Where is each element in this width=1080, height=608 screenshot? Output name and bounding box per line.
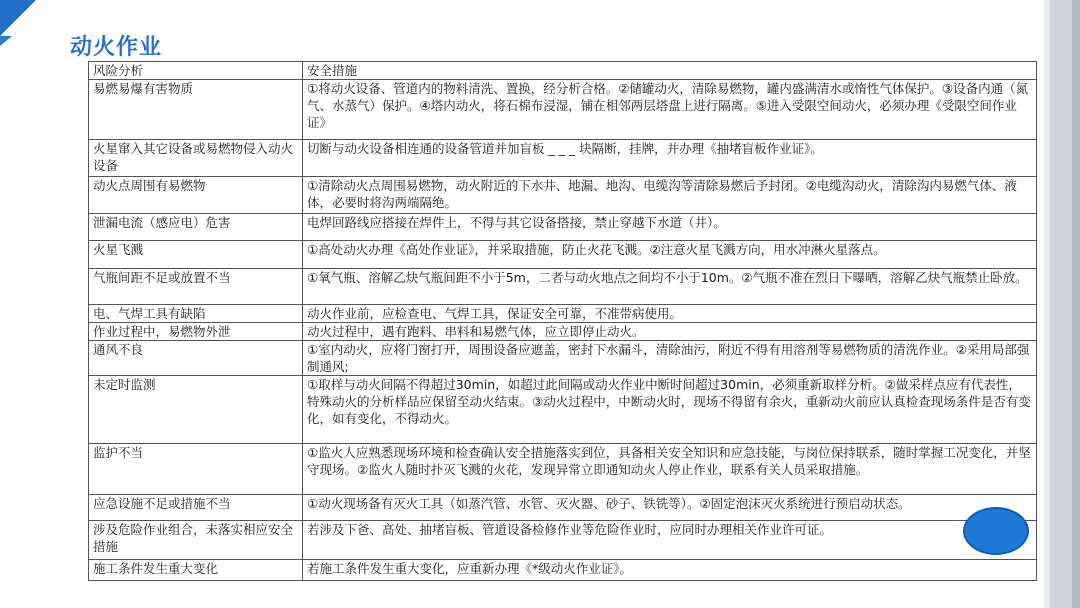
risk-cell: 泄漏电流（感应电）危害 xyxy=(89,214,303,241)
table-row xyxy=(89,341,1037,376)
table-row xyxy=(89,444,1037,495)
table-row xyxy=(89,177,1037,214)
risk-cell: 未定时监测 xyxy=(89,376,303,444)
panel-inner-edge xyxy=(1044,0,1050,608)
measure-cell: ①氧气瓶、溶解乙炔气瓶间距不小于5m，二者与动火地点之间均不小于10m。②气瓶不准在烈日下曝晒，溶解乙炔气瓶禁止卧放。 xyxy=(303,269,1037,305)
risk-cell: 火星窜入其它设备或易燃物侵入动火设备 xyxy=(89,140,303,177)
risk-cell: 应急设施不足或措施不当 xyxy=(89,495,303,521)
header-risk: 风险分析 xyxy=(89,62,303,80)
measure-cell: ①监火人应熟悉现场环境和检查确认安全措施落实到位，具备相关安全知识和应急技能，与岗位保持联系，随时掌握工况变化，并坚守现场。②监火人随时扑灭飞溅的火花，发现异常立即通知动火人停止作业，联系有关人员采取措施。 xyxy=(303,444,1037,495)
right-side-panel xyxy=(1044,0,1080,608)
measure-cell: 若涉及下爸、高处、抽堵盲板、管道设备检修作业等危险作业时，应同时办理相关作业许可证。 xyxy=(303,521,1037,560)
table-row xyxy=(89,495,1037,521)
measure-cell: ①高处动火办理《高处作业证》，并采取措施，防止火花飞溅。②注意火星飞溅方向，用水冲淋火星落点。 xyxy=(303,241,1037,269)
risk-cell: 电、气焊工具有缺陷 xyxy=(89,305,303,323)
table-header-row xyxy=(89,62,1037,80)
corner-accent-tail xyxy=(0,36,12,46)
measure-cell: 电焊回路线应搭接在焊件上，不得与其它设备搭接，禁止穿越下水道（井）。 xyxy=(303,214,1037,241)
measure-cell: 若施工条件发生重大变化，应重新办理《*级动火作业证》。 xyxy=(303,560,1037,581)
risk-cell: 作业过程中，易燃物外泄 xyxy=(89,323,303,341)
risk-cell: 涉及危险作业组合，未落实相应安全措施 xyxy=(89,521,303,560)
measure-cell: ①动火现场备有灭火工具（如蒸汽管、水管、灭火器、砂子、铁铣等）。②固定泡沫灭火系统进行预启动状态。 xyxy=(303,495,1037,521)
risk-cell: 监护不当 xyxy=(89,444,303,495)
header-measure: 安全措施 xyxy=(303,62,1037,80)
blue-circle-shape xyxy=(963,507,1029,555)
risk-cell: 动火点周围有易燃物 xyxy=(89,177,303,214)
table-row xyxy=(89,140,1037,177)
table-row xyxy=(89,241,1037,269)
table-row xyxy=(89,376,1037,444)
measure-cell: 动火过程中，遇有跑料、串料和易燃气体，应立即停止动火。 xyxy=(303,323,1037,341)
corner-accent-triangle xyxy=(0,0,36,36)
risk-cell: 通风不良 xyxy=(89,341,303,376)
measure-cell: ①将动火设备、管道内的物料清洗、置换，经分析合格。②储罐动火，清除易燃物，罐内盛满清水或惰性气体保护。③设备内通（氮气、水蒸气）保护。④塔内动火，将石棉布浸湿，铺在相邻两层塔盘上进行隔离。⑤进入受限空间动火，必须办理《受限空间作业证》 xyxy=(303,80,1037,140)
risk-cell: 火星飞溅 xyxy=(89,241,303,269)
measure-cell: ①清除动火点周围易燃物，动火附近的下水井、地漏、地沟、电缆沟等清除易燃后予封闭。②电缆沟动火，清除沟内易燃气体、液体，必要时将沟两端隔绝。 xyxy=(303,177,1037,214)
risk-cell: 气瓶间距不足或放置不当 xyxy=(89,269,303,305)
risk-measure-table xyxy=(88,61,1037,581)
measure-cell: ①室内动火，应将门窗打开，周围设备应遮盖，密封下水漏斗，清除油污，附近不得有用溶剂等易燃物质的清洗作业。②采用局部强制通风; xyxy=(303,341,1037,376)
table-row xyxy=(89,323,1037,341)
measure-cell: 切断与动火设备相连通的设备管道并加盲板 _ _ _ 块隔断，挂牌，并办理《抽堵盲板作业证》。 xyxy=(303,140,1037,177)
slide-title: 动火作业 xyxy=(70,35,163,60)
measure-cell: ①取样与动火间隔不得超过30min，如超过此间隔或动火作业中断时间超过30min，必须重新取样分析。②做采样点应有代表性，特殊动火的分析样品应保留至动火结束。③动火过程中，中断动火时，现场不得留有余火，重新动火前应认真检查现场条件是否有变化，如有变化，不得动火。 xyxy=(303,376,1037,444)
table-row xyxy=(89,80,1037,140)
measure-cell: 动火作业前，应检查电、气焊工具，保证安全可靠，不准带病使用。 xyxy=(303,305,1037,323)
table-row xyxy=(89,214,1037,241)
table-row xyxy=(89,269,1037,305)
table-row xyxy=(89,521,1037,560)
table-row xyxy=(89,560,1037,581)
risk-cell: 施工条件发生重大变化 xyxy=(89,560,303,581)
table-row xyxy=(89,305,1037,323)
risk-cell: 易燃易爆有害物质 xyxy=(89,80,303,140)
panel-outer-edge xyxy=(1072,0,1080,608)
